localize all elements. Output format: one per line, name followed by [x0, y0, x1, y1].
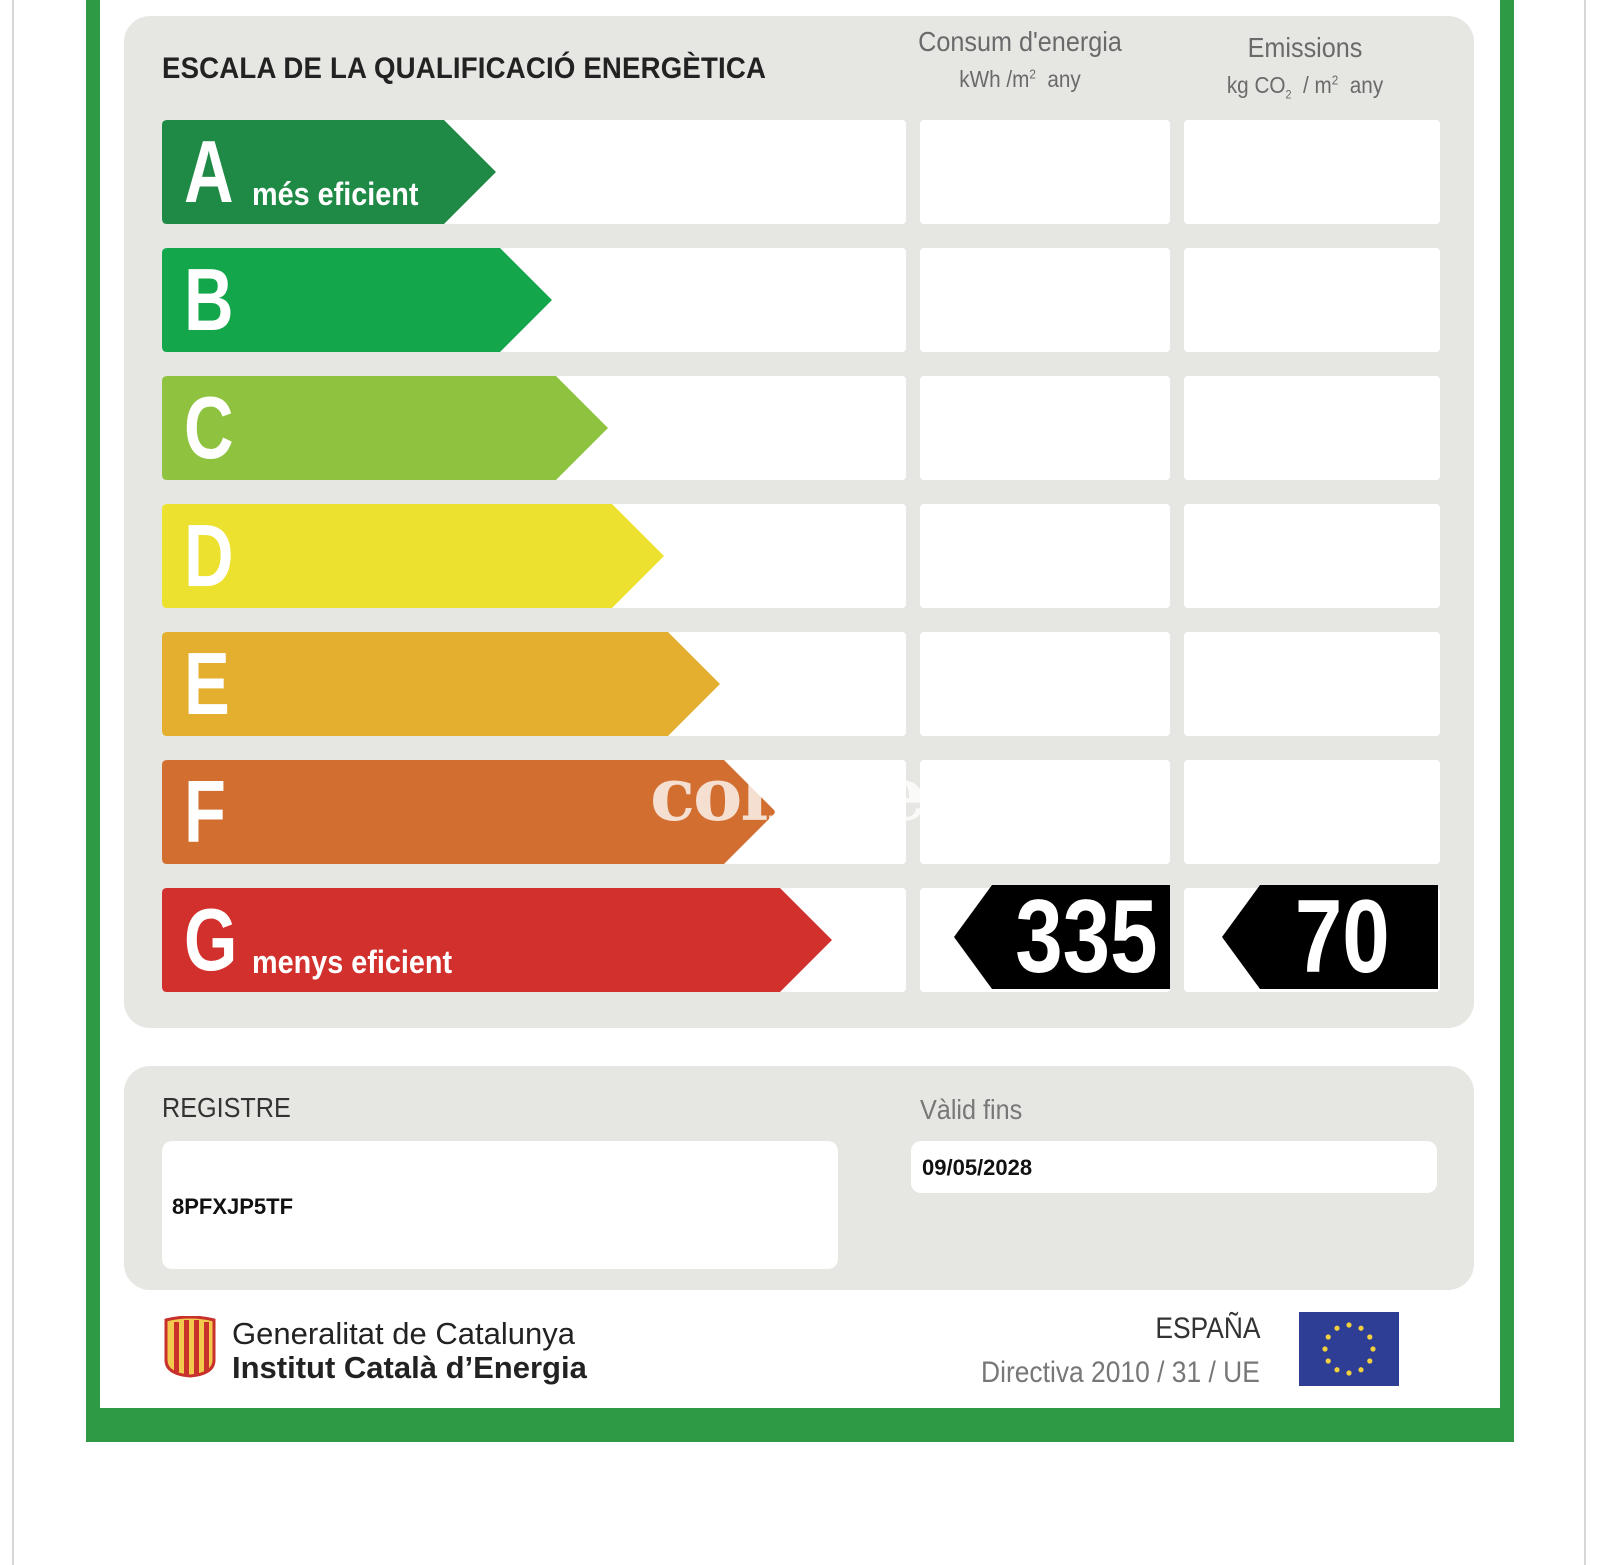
- grade-arrow-shape: [162, 504, 664, 608]
- emissions-unit: kg $CO_2 / m^2$ any: [1226, 72, 1384, 102]
- grade-row-consumption-cell: [920, 504, 1170, 608]
- grade-letter: E: [184, 634, 230, 733]
- emissions-header: [1180, 32, 1430, 102]
- grade-arrow-b: [162, 248, 552, 352]
- grade-letter: D: [184, 506, 234, 605]
- eu-flag-icon: [1299, 1312, 1399, 1386]
- eu-star-icon: [1334, 1326, 1339, 1331]
- emissions-value-badge: [1222, 879, 1438, 995]
- institute-name: Institut Català d’Energia: [232, 1350, 587, 1385]
- grade-caption: més eficient: [252, 176, 419, 212]
- consumption-value: 335: [1015, 879, 1158, 995]
- grade-row-consumption-cell: [920, 120, 1170, 224]
- consumption-header-title: Consum d'energia: [918, 26, 1122, 57]
- consumption-unit: kWh $/m^2$ any: [959, 66, 1081, 92]
- grade-arrow-g: [162, 888, 832, 992]
- country-label: ESPAÑA: [1154, 1312, 1260, 1345]
- eu-star-icon: [1326, 1334, 1331, 1339]
- grade-row-emissions-cell: [1184, 248, 1440, 352]
- page-edge-right: [1584, 0, 1586, 1565]
- register-label: REGISTRE: [162, 1092, 291, 1123]
- grade-letter: B: [184, 250, 234, 349]
- grade-row-consumption-cell: [920, 376, 1170, 480]
- emissions-value: 70: [1295, 879, 1390, 995]
- eu-star-icon: [1358, 1326, 1363, 1331]
- eu-star-icon: [1322, 1346, 1327, 1351]
- grade-row-emissions-cell: [1184, 760, 1440, 864]
- valid-until-label: Vàlid fins: [920, 1094, 1023, 1125]
- consumption-header: [900, 26, 1140, 93]
- grade-row-emissions-cell: [1184, 632, 1440, 736]
- valid-until-value: 09/05/2028: [922, 1155, 1033, 1180]
- generalitat-logo-icon: [162, 1316, 218, 1378]
- eu-star-icon: [1370, 1346, 1375, 1351]
- grade-arrow-d: [162, 504, 664, 608]
- grade-row-consumption-cell: [920, 632, 1170, 736]
- grade-row-emissions-cell: [1184, 120, 1440, 224]
- grade-row-emissions-cell: [1184, 504, 1440, 608]
- grade-arrow-e: [162, 632, 720, 736]
- watermark: colibree: [650, 752, 970, 838]
- register-value: 8PFXJP5TF: [172, 1194, 294, 1219]
- grade-arrow-a: [162, 120, 496, 224]
- grade-letter: A: [184, 122, 234, 221]
- scale-title: ESCALA DE LA QUALIFICACIÓ ENERGÈTICA: [162, 52, 767, 85]
- consumption-value-badge: [954, 879, 1170, 995]
- grade-row-emissions-cell: [1184, 376, 1440, 480]
- eu-star-icon: [1326, 1358, 1331, 1363]
- eu-star-icon: [1346, 1370, 1351, 1375]
- grade-letter: C: [184, 378, 234, 477]
- directive-label: Directiva 2010 / 31 / UE: [981, 1356, 1260, 1389]
- page-edge-left: [12, 0, 14, 1565]
- eu-star-icon: [1334, 1367, 1339, 1372]
- generalitat-name: Generalitat de Catalunya: [232, 1316, 575, 1351]
- grade-arrow-c: [162, 376, 608, 480]
- grade-arrow-shape: [162, 632, 720, 736]
- eu-star-icon: [1358, 1367, 1363, 1372]
- grade-letter: G: [184, 890, 238, 989]
- grade-row-consumption-cell: [920, 248, 1170, 352]
- grade-letter: F: [184, 762, 226, 861]
- emissions-header-title: Emissions: [1247, 32, 1363, 63]
- eu-star-icon: [1367, 1334, 1372, 1339]
- grade-caption: menys eficient: [252, 944, 453, 980]
- eu-star-icon: [1367, 1358, 1372, 1363]
- eu-star-icon: [1346, 1322, 1351, 1327]
